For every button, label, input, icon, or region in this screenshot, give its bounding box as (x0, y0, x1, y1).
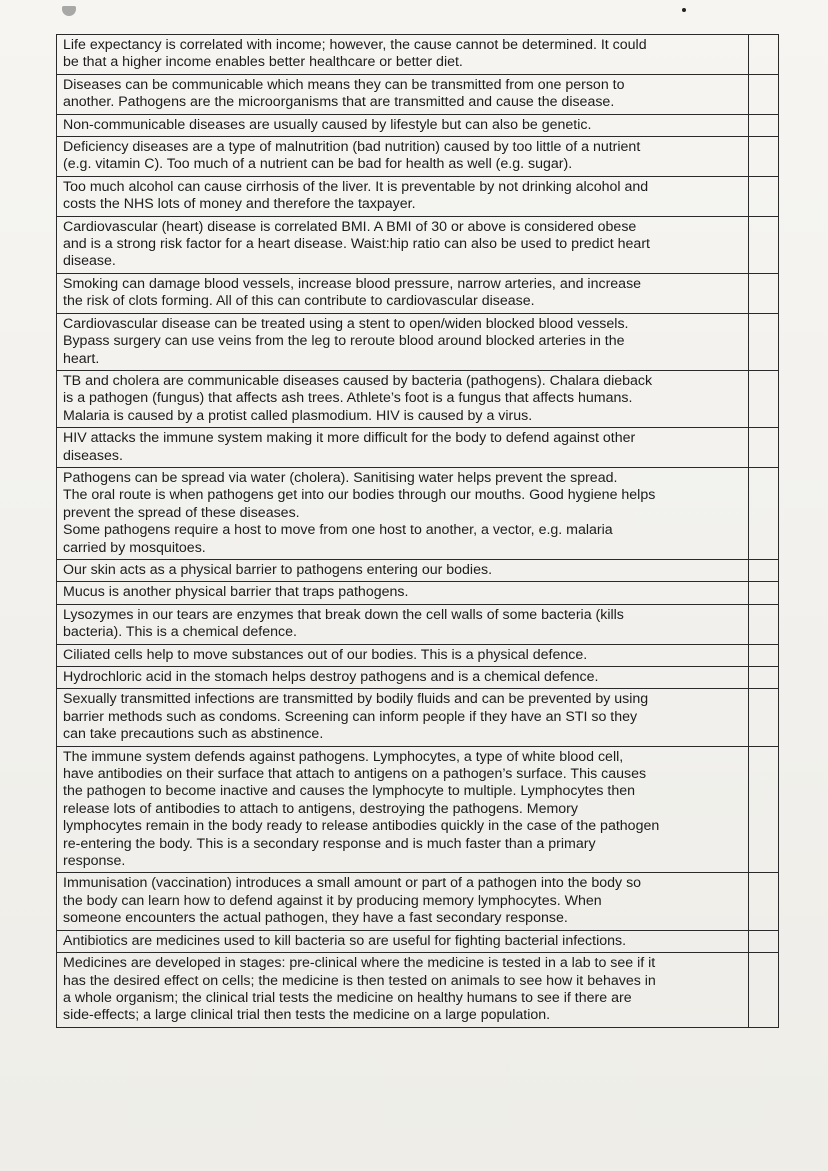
note-text: Ciliated cells help to move substances out of our bodies. This is a physical defence. (57, 644, 749, 666)
table-row (57, 689, 779, 746)
tick-box[interactable] (749, 689, 779, 746)
table-row (57, 953, 779, 1028)
table-row (57, 746, 779, 873)
note-text: Non-communicable diseases are usually caused by lifestyle but can also be genetic. (57, 114, 749, 136)
tick-box[interactable] (749, 370, 779, 427)
table-row (57, 313, 779, 370)
revision-notes-table (56, 34, 779, 1028)
note-text: Sexually transmitted infections are transmitted by bodily fluids and can be prevented by using barrier methods such as condoms. Screening can inform people if they have an STI so they can take precautions such as abstinence. (57, 689, 749, 746)
note-text: The immune system defends against pathogens. Lymphocytes, a type of white blood cell, have antibodies on their surface that attach to antigens on a pathogen’s surface. This causes the pathogen to become inactive and causes the lymphocyte to multiple. Lymphocytes then release lots of antibodies to attach to antigens, destroying the pathogens. Memory lymphocytes remain in the body ready to release antibodies quickly in the case of the pathogen re-entering the body. This is a secondary response and is much faster than a primary response. (57, 746, 749, 873)
table-row (57, 930, 779, 952)
tick-box[interactable] (749, 559, 779, 581)
tick-box[interactable] (749, 176, 779, 216)
tick-box[interactable] (749, 313, 779, 370)
note-text: Mucus is another physical barrier that traps pathogens. (57, 582, 749, 604)
tick-box[interactable] (749, 667, 779, 689)
table-row (57, 114, 779, 136)
tick-box[interactable] (749, 74, 779, 114)
note-text: Medicines are developed in stages: pre-clinical where the medicine is tested in a lab to see if it has the desired effect on cells; the medicine is then tested on animals to see how it behaves in a whole organism; the clinical trial tests the medicine on healthy humans to see if there are side-effects; a large clinical trial then tests the medicine on a large population. (57, 953, 749, 1028)
note-text: Too much alcohol can cause cirrhosis of the liver. It is preventable by not drinking alcohol and costs the NHS lots of money and therefore the taxpayer. (57, 176, 749, 216)
tick-box[interactable] (749, 746, 779, 873)
tick-box[interactable] (749, 273, 779, 313)
note-text: Deficiency diseases are a type of malnutrition (bad nutrition) caused by too little of a nutrient (e.g. vitamin C). Too much of a nutrient can be bad for health as well (e.g. sugar). (57, 137, 749, 177)
note-text: HIV attacks the immune system making it more difficult for the body to defend against other diseases. (57, 428, 749, 468)
note-text: Immunisation (vaccination) introduces a small amount or part of a pathogen into the body so the body can learn how to defend against it by producing memory lymphocytes. When someone encounters the actual pathogen, they have a fast secondary response. (57, 873, 749, 930)
tick-box[interactable] (749, 644, 779, 666)
tick-box[interactable] (749, 873, 779, 930)
table-row (57, 216, 779, 273)
table-row (57, 176, 779, 216)
tick-box[interactable] (749, 137, 779, 177)
note-text: Our skin acts as a physical barrier to pathogens entering our bodies. (57, 559, 749, 581)
tick-box[interactable] (749, 604, 779, 644)
table-row (57, 582, 779, 604)
table-row (57, 604, 779, 644)
table-row (57, 428, 779, 468)
tick-box[interactable] (749, 35, 779, 75)
note-text: Cardiovascular (heart) disease is correlated BMI. A BMI of 30 or above is considered obese and is a strong risk factor for a heart disease. Waist:hip ratio can also be used to predict heart disease. (57, 216, 749, 273)
table-row (57, 35, 779, 75)
table-row (57, 74, 779, 114)
note-text: Diseases can be communicable which means they can be transmitted from one person to another. Pathogens are the microorganisms that are transmitted and cause the disease. (57, 74, 749, 114)
note-text: Smoking can damage blood vessels, increase blood pressure, narrow arteries, and increase the risk of clots forming. All of this can contribute to cardiovascular disease. (57, 273, 749, 313)
note-text: Lysozymes in our tears are enzymes that break down the cell walls of some bacteria (kills bacteria). This is a chemical defence. (57, 604, 749, 644)
note-text: Cardiovascular disease can be treated using a stent to open/widen blocked blood vessels. Bypass surgery can use veins from the leg to reroute blood around blocked arteries in the heart. (57, 313, 749, 370)
tick-box[interactable] (749, 114, 779, 136)
table-row (57, 644, 779, 666)
table-row (57, 370, 779, 427)
tick-box[interactable] (749, 216, 779, 273)
note-text: TB and cholera are communicable diseases caused by bacteria (pathogens). Chalara dieback is a pathogen (fungus) that affects ash trees. Athlete’s foot is a fungus that affects humans. Malaria is caused by a protist called plasmodium. HIV is caused by a virus. (57, 370, 749, 427)
table-row (57, 137, 779, 177)
tick-box[interactable] (749, 467, 779, 559)
table-row (57, 559, 779, 581)
note-text: Hydrochloric acid in the stomach helps destroy pathogens and is a chemical defence. (57, 667, 749, 689)
table-row (57, 667, 779, 689)
scan-dot (682, 8, 686, 12)
table-row (57, 273, 779, 313)
tick-box[interactable] (749, 953, 779, 1028)
notes-body (57, 35, 779, 1028)
note-text: Antibiotics are medicines used to kill bacteria so are useful for fighting bacterial infections. (57, 930, 749, 952)
table-row (57, 467, 779, 559)
tick-box[interactable] (749, 930, 779, 952)
scan-mark (62, 6, 76, 16)
note-text: Life expectancy is correlated with income; however, the cause cannot be determined. It could be that a higher income enables better healthcare or better diet. (57, 35, 749, 75)
tick-box[interactable] (749, 428, 779, 468)
tick-box[interactable] (749, 582, 779, 604)
table-row (57, 873, 779, 930)
note-text: Pathogens can be spread via water (cholera). Sanitising water helps prevent the spread. The oral route is when pathogens get into our bodies through our mouths. Good hygiene helps prevent the spread of these diseases. Some pathogens require a host to move from one host to another, a vector, e.g. malaria carried by mosquitoes. (57, 467, 749, 559)
